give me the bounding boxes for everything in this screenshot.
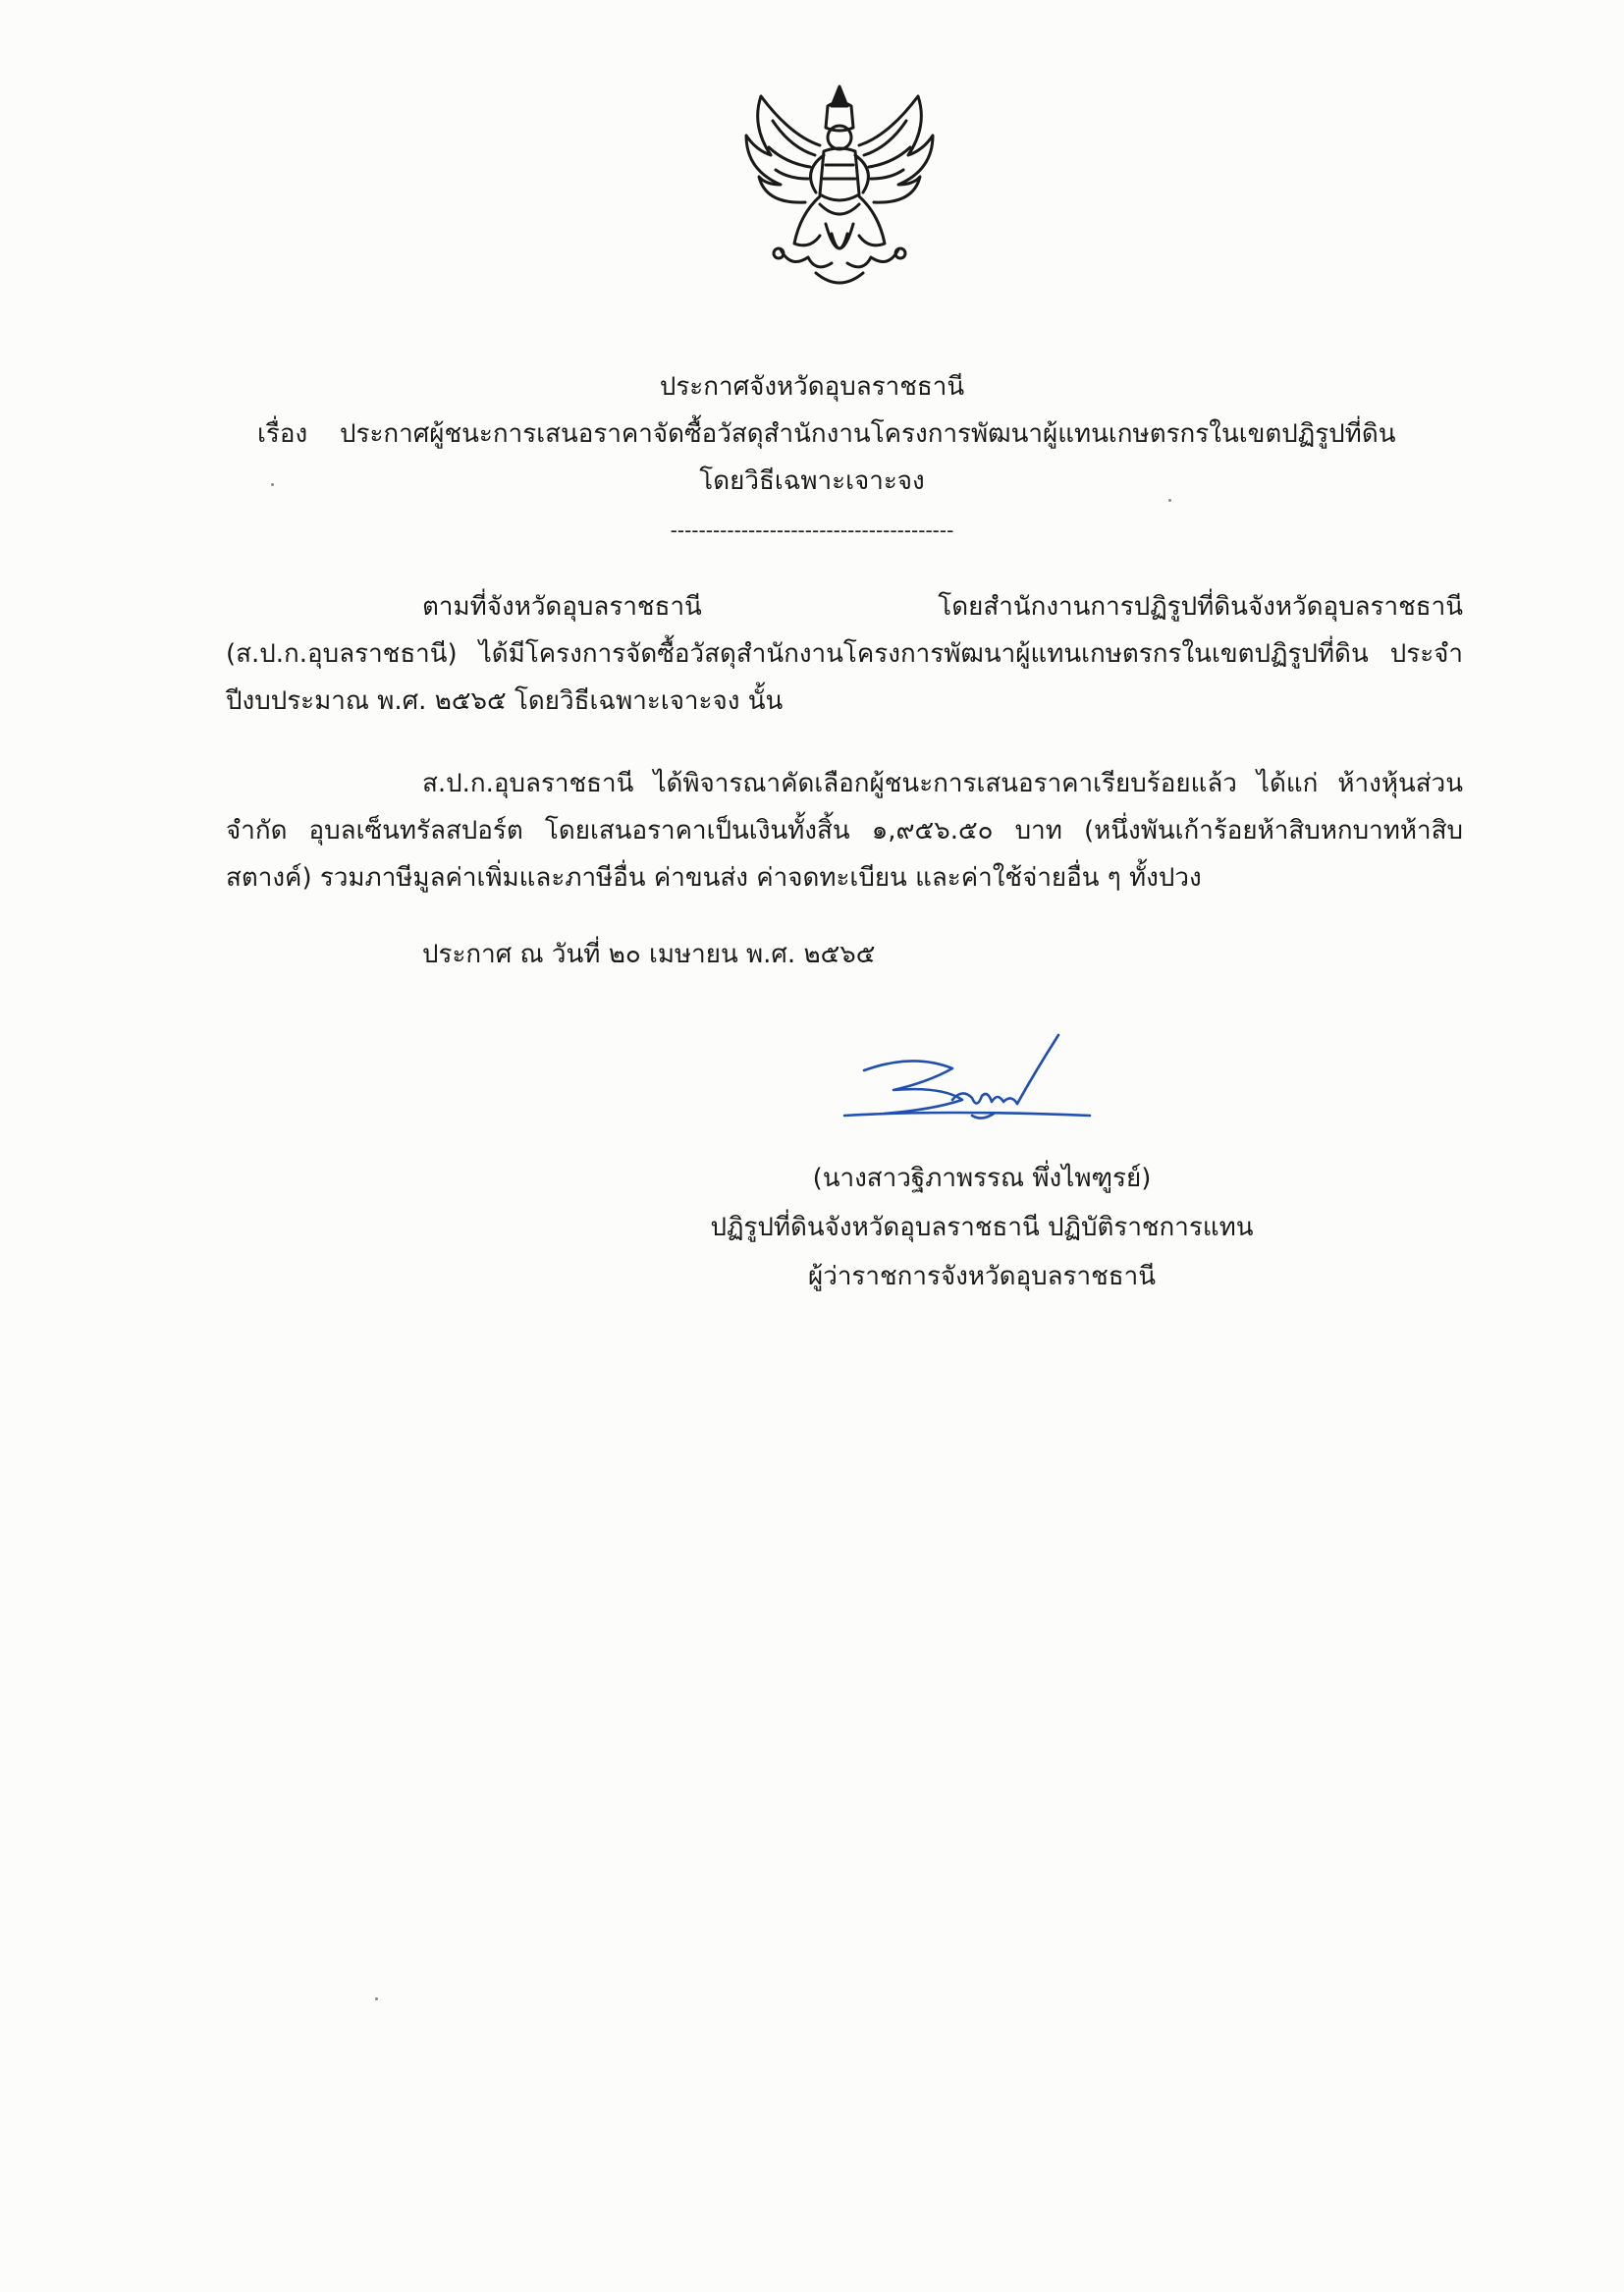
scan-speck — [375, 1997, 378, 2000]
paragraph-2 — [226, 760, 1463, 901]
paragraph-2-text: ส.ป.ก.อุบลราชธานี ได้พิจารณาคัดเลือกผู้ชนะการเสนอราคาเรียบร้อยแล้ว ได้แก่ ห้างหุ้นส่วนจำกัด อุบลเซ็นทรัลสปอร์ต โดยเสนอราคาเป็นเงินทั้งสิ้น ๑,๙๕๖.๕๐ บาท (หนึ่งพันเก้าร้อยห้าสิบหกบาทห้าสิบสตางค์) รวมภาษีมูลค่าเพิ่มและภาษีอื่น ค่าขนส่ง ค่าจดทะเบียน และค่าใช้จ่ายอื่น ๆ ทั้งปวง — [226, 769, 1463, 893]
document-title: ประกาศจังหวัดอุบลราชธานี — [659, 372, 965, 402]
signer-name: (นางสาวฐิภาพรรณ พึ่งไพฑูรย์) — [812, 1164, 1152, 1193]
divider-line: ---------------------------------------- — [670, 518, 954, 542]
signer-position-line1: ปฏิรูปที่ดินจังหวัดอุบลราชธานี ปฏิบัติราชการแทน — [710, 1213, 1254, 1242]
announcement-date: ประกาศ ณ วันที่ ๒๐ เมษายน พ.ศ. ๒๕๖๕ — [422, 940, 876, 969]
garuda-emblem-icon — [722, 77, 957, 312]
paragraph-1 — [226, 583, 1463, 725]
scan-speck — [271, 483, 274, 486]
signer-position-line2: ผู้ว่าราชการจังหวัดอุบลราชธานี — [807, 1262, 1156, 1291]
scan-speck — [1168, 499, 1171, 502]
subject-label: เรื่อง — [257, 419, 308, 449]
subject-text-line1: ประกาศผู้ชนะการเสนอราคาจัดซื้อวัสดุสำนักงานโครงการพัฒนาผู้แทนเกษตรกรในเขตปฏิรูปที่ดิน — [340, 419, 1396, 449]
subject-text-line2: โดยวิธีเฉพาะเจาะจง — [699, 466, 925, 496]
paragraph-1-text: ตามที่จังหวัดอุบลราชธานี โดยสำนักงานการปฏิรูปที่ดินจังหวัดอุบลราชธานี (ส.ป.ก.อุบลราชธานี) ได้มีโครงการจัดซื้อวัสดุสำนักงานโครงการพัฒนาผู้แทนเกษตรกรในเขตปฏิรูปที่ดิน ประจำปีงบประมาณ พ.ศ. ๒๕๖๕ โดยวิธีเฉพาะเจาะจง นั้น — [226, 592, 1463, 716]
handwritten-signature — [825, 1031, 1110, 1139]
